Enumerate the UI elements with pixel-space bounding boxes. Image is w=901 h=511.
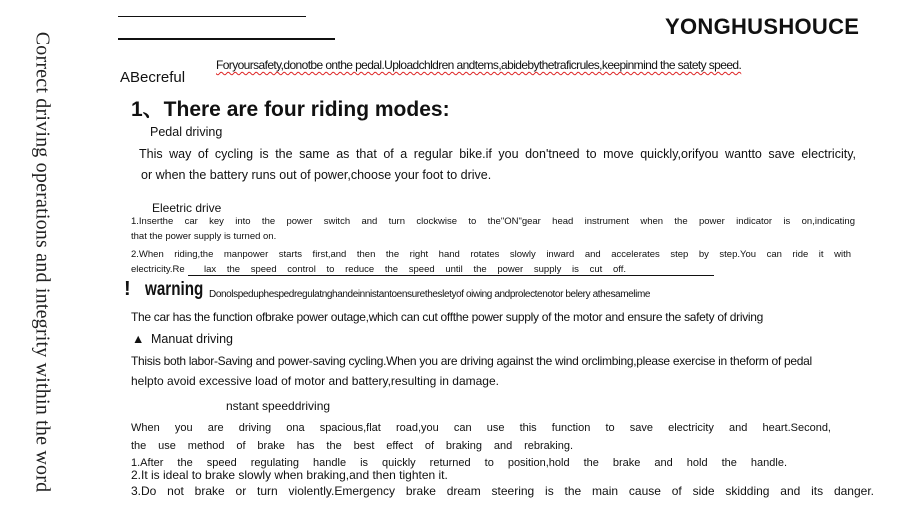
instant-item3: 3.Do not brake or turn violently.Emergency brake dream steering is the main cause of side skidding and its danger. [131,484,874,498]
electric-step2-line1: 2.When riding,the manpower starts first,and then the right hand rotates slowly inward and accelerates step by step.You can ride it with [131,249,851,260]
instant-text-line2: the use method of brake has the best effect of braking and rebraking. [131,440,573,452]
warning-mark: ! [124,278,131,300]
electric-step2-line2b: lax the speed control to reduce the speed until the power supply is cut off. [204,264,626,275]
be-careful-label: ABecreful [120,69,186,86]
electric-step1-line2: that the power supply is turned on. [131,231,277,242]
manual-driving-title: Manuat driving [151,332,233,346]
instant-speed-title: nstant speeddriving [226,399,331,413]
electric-step2-line2a: electricity.Re [131,264,185,275]
electric-drive-title: Eleetric drive [152,201,222,215]
side-vertical-text: Correct driving operations and integrity within the word [31,31,54,493]
section-heading: 1、There are four riding modes: [131,98,450,121]
warning-title: warning [145,279,204,300]
pedal-text-line2: or when the battery runs out of power,choose your foot to drive. [141,168,492,182]
pedal-driving-title: Pedal driving [150,125,223,139]
top-rule-long [118,38,335,40]
top-rule-short [118,16,306,17]
manual-text-line1: Thisis both labor-Saving and power-saving cycling.When you are driving against the wind orclimbing,please exercise in theform of pedal [131,354,812,368]
warning-body: The car has the function ofbrake power outage,which can cut offthe power supply of the motor and ensure the safety of driving [131,310,764,324]
instant-item1: 1.After the speed regulating handle is quickly returned to position,hold the brake and hold the handle. [131,457,787,469]
instant-text-line1: When you are driving ona spacious,flat road,you can use this function to save electricity and heart.Second, [131,422,831,434]
manual-marker: ▲ [132,332,145,346]
pedal-text-line1: This way of cycling is the same as that of a regular bike.if you don'tneed to move quickly,orifyou wantto save electricity, [139,147,856,161]
instant-item2: 2.It is ideal to brake slowly when braking,and then tighten it. [131,468,448,482]
warning-text: Donolspeduphespedregulatnghandeinnistantoensurethesletyof oiwing andprolectenotor belery athesamelime [209,289,651,300]
electric-underline [188,275,714,276]
safety-notice: Foryoursafety,donotbe onthe pedal.Uploadchldren andtems,abidebythetraficrules,keepinmind the satety speed. [216,58,742,72]
electric-step1-line1: 1.Inserthe car key into the power switch and turn clockwise to the"ON"gear head instrument when the power indicator is on,indicating [131,216,855,227]
brand-title: YONGHUSHOUCE [665,14,860,39]
manual-text-line2: helpto avoid excessive load of motor and battery,resulting in damage. [131,374,499,388]
